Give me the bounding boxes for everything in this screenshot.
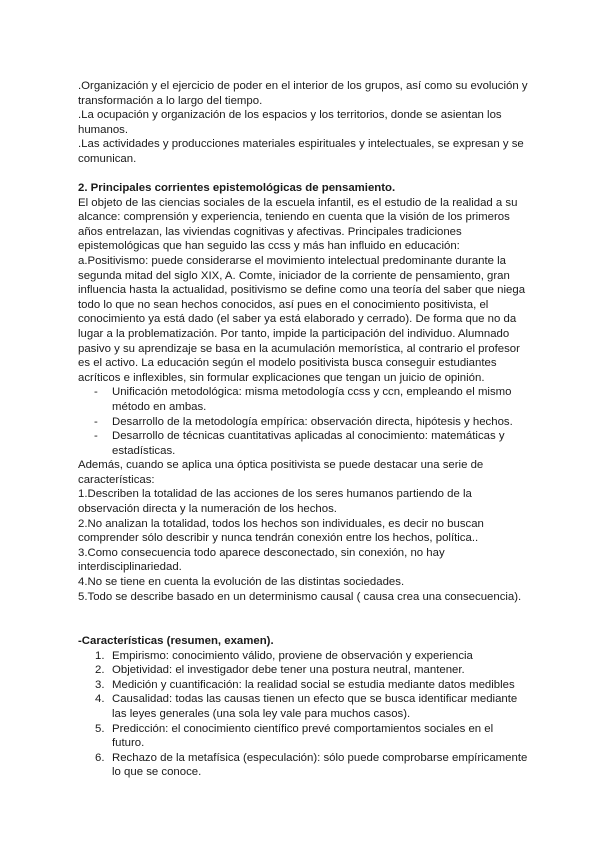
- characteristic-item: 4.No se tiene en cuenta la evolución de las distintas sociedades.: [78, 576, 405, 589]
- intro-line: .Organización y el ejercicio de poder en el interior de los grupos, así como su evolución y transformación a lo largo del tiempo.: [78, 80, 528, 107]
- list-number: 3.: [95, 678, 105, 691]
- section-heading: 2. Principales corrientes epistemológicas de pensamiento.: [78, 182, 396, 194]
- list-text: Rechazo de la metafísica (especulación): sólo puede comprobarse empíricamente lo que se conoce.: [112, 751, 528, 779]
- list-number: 5.: [95, 722, 105, 735]
- intro-line: .Las actividades y producciones materiales espirituales y intelectuales, se expresan y se comunican.: [78, 138, 524, 165]
- positivism-paragraph: a.Positivismo: puede considerarse el movimiento intelectual predominante durante la segunda mitad del siglo XIX, A. Comte, iniciador de la corriente de pensamiento, gran influencia hasta la actualidad, positivismo se define como una teoría del saber que niega todo lo que no sean hechos conocidos, así pues en el conocimiento positivista, el conocimiento ya está dado (el saber ya está elaborado y cerrado). De forma que no da lugar a la problematización. Por tanto, impide la participación del individuo. Alumnado pasivo y su aprendizaje se basa en la acumulación memorística, al contrario el profesor es el activo. La educación según el modelo positivista busca conseguir estudiantes acríticos e inflexibles, sin formular explicaciones que tengan un juicio de opinión.: [78, 254, 526, 384]
- characteristic-item: 3.Como consecuencia todo aparece desconectado, sin conexión, no hay interdisciplinariedad.: [78, 546, 445, 574]
- list-item: [78, 663, 528, 678]
- section-paragraph: El objeto de las ciencias sociales de la escuela infantil, es el estudio de la realidad a su alcance: comprensión y experiencia, teniendo en cuenta que la visión de los primeros años entrelazan, las viviendas cognitivas y afectivas. Principales tradiciones epistemológicas que han seguido las ccss y más han influido en educación:: [78, 196, 518, 253]
- list-number: 2.: [95, 664, 105, 677]
- intro-list: [78, 79, 528, 167]
- list-item: [78, 678, 528, 693]
- intro-line: .La ocupación y organización de los espacios y los territorios, donde se asientan los humanos.: [78, 109, 502, 136]
- summary-list: [78, 649, 528, 780]
- list-number: 4.: [95, 693, 105, 706]
- list-item: [78, 649, 528, 664]
- list-item: [78, 722, 528, 751]
- list-text: Empirismo: conocimiento válido, proviene de observación y experiencia: [112, 649, 473, 662]
- characteristic-item: 5.Todo se describe basado en un determinismo causal ( causa crea una consecuencia).: [78, 590, 522, 603]
- summary-section: [78, 634, 528, 780]
- list-text: Predicción: el conocimiento científico prevé comportamientos sociales en el futuro.: [112, 722, 494, 750]
- list-item: [78, 751, 528, 780]
- list-item: - Desarrollo de técnicas cuantitativas aplicadas al conocimiento: matemáticas y estadísticas.: [78, 429, 528, 458]
- list-text: Medición y cuantificación: la realidad social se estudia mediante datos medibles: [112, 678, 515, 691]
- section-2: [78, 181, 528, 604]
- list-item: - Desarrollo de la metodología empírica: observación directa, hipótesis y hechos.: [78, 415, 528, 430]
- list-item: - Unificación metodológica: misma metodología ccss y ccn, empleando el mismo método en ambas.: [78, 385, 528, 414]
- positivism-bullets: [78, 385, 528, 458]
- characteristic-item: 1.Describen la totalidad de las acciones de los seres humanos partiendo de la observación directa y la numeración de los hechos.: [78, 488, 472, 516]
- summary-heading: -Características (resumen, examen).: [78, 635, 274, 647]
- list-number: 6.: [95, 751, 105, 764]
- characteristics-intro: Además, cuando se aplica una óptica positivista se puede destacar una serie de características:: [78, 459, 484, 486]
- list-number: 1.: [95, 649, 105, 662]
- characteristic-item: 2.No analizan la totalidad, todos los hechos son individuales, es decir no buscan comprender sólo describir y nunca tendrán conexión entre los hechos, política..: [78, 517, 484, 545]
- list-item: [78, 692, 528, 721]
- list-text: Causalidad: todas las causas tienen un efecto que se busca identificar mediante las leyes generales (una sola ley vale para muchos casos).: [112, 693, 518, 720]
- list-text: Objetividad: el investigador debe tener una postura neutral, mantener.: [112, 664, 465, 677]
